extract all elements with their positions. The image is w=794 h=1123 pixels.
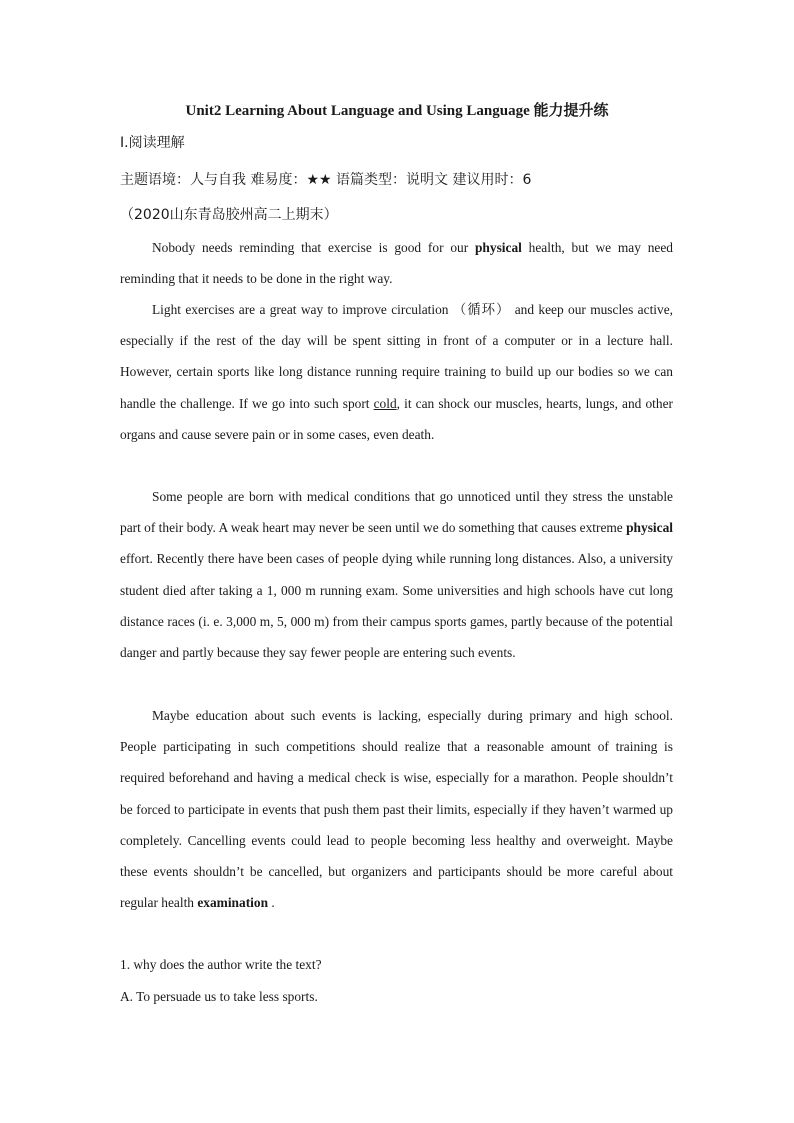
option-a: A. To persuade us to take less sports. xyxy=(120,989,318,1004)
p1-text-c: health, but we may need reminding that it needs to be done in the right way. xyxy=(120,240,673,287)
meta-line: 主题语境：人与自我 难易度：★★ 语篇类型：说明文 建议用时：6 xyxy=(120,172,532,188)
p2-text-a: Light exercises are a great way to improve circulation （循环） and keep our muscles active, especially if the rest of the day will be spent sitting in front of a computer or in a lecture hall. However, certain sports like long distance running require training to build up our bodies so we can handle the challenge. If we go into such sport xyxy=(120,302,673,411)
source-note: （2020山东青岛胶州高二上期末） xyxy=(120,207,338,223)
p3-text-a: Some people are born with medical conditions that go unnoticed until they stress the unstable part of their body. A weak heart may never be seen until we do something that causes extreme xyxy=(120,489,673,536)
p4-text-a: Maybe education about such events is lacking, especially during primary and high school. People participating in such competitions should realize that a reasonable amount of training is required beforehand and having a medical check is wise, especially for a marathon. People shouldn’t be forced to participate in events that push them past their limits, especially if they haven’t warmed up completely. Cancelling events could lead to people becoming less healthy and overweight. Maybe these events shouldn’t be cancelled, but organizers and participants should be more careful about regular health xyxy=(120,708,673,911)
p3-text-c: effort. Recently there have been cases of people dying while running long distances. Also, a university student died after taking a 1, 000 m running exam. Some universities and high schools have cut long distance races (i. e. 3,000 m, 5, 000 m) from their campus sports games, partly because of the potential danger and partly because they say fewer people are entering such events. xyxy=(120,551,673,661)
p4-text-c: . xyxy=(268,895,275,911)
section-heading: I.阅读理解 xyxy=(120,135,185,151)
paragraph-1 xyxy=(120,232,673,294)
paragraph-3 xyxy=(120,481,673,668)
paragraph-2 xyxy=(120,294,673,450)
p2-text-b: , it can shock our muscles, hearts, lungs, and other organs and cause severe pain or in some cases, even death. xyxy=(120,395,673,442)
p3-bold-physical: physical xyxy=(626,520,673,536)
paragraph-4 xyxy=(120,700,673,918)
p2-underlined-cold: cold xyxy=(373,395,397,411)
document-title: Unit2 Learning About Language and Using Language 能力提升练 xyxy=(185,103,609,119)
question-1: 1. why does the author write the text? xyxy=(120,957,322,972)
p1-text-a: Nobody needs reminding that exercise is good for our xyxy=(152,240,475,255)
p4-bold-examination: examination xyxy=(197,895,269,911)
p1-bold-physical: physical xyxy=(474,240,522,255)
